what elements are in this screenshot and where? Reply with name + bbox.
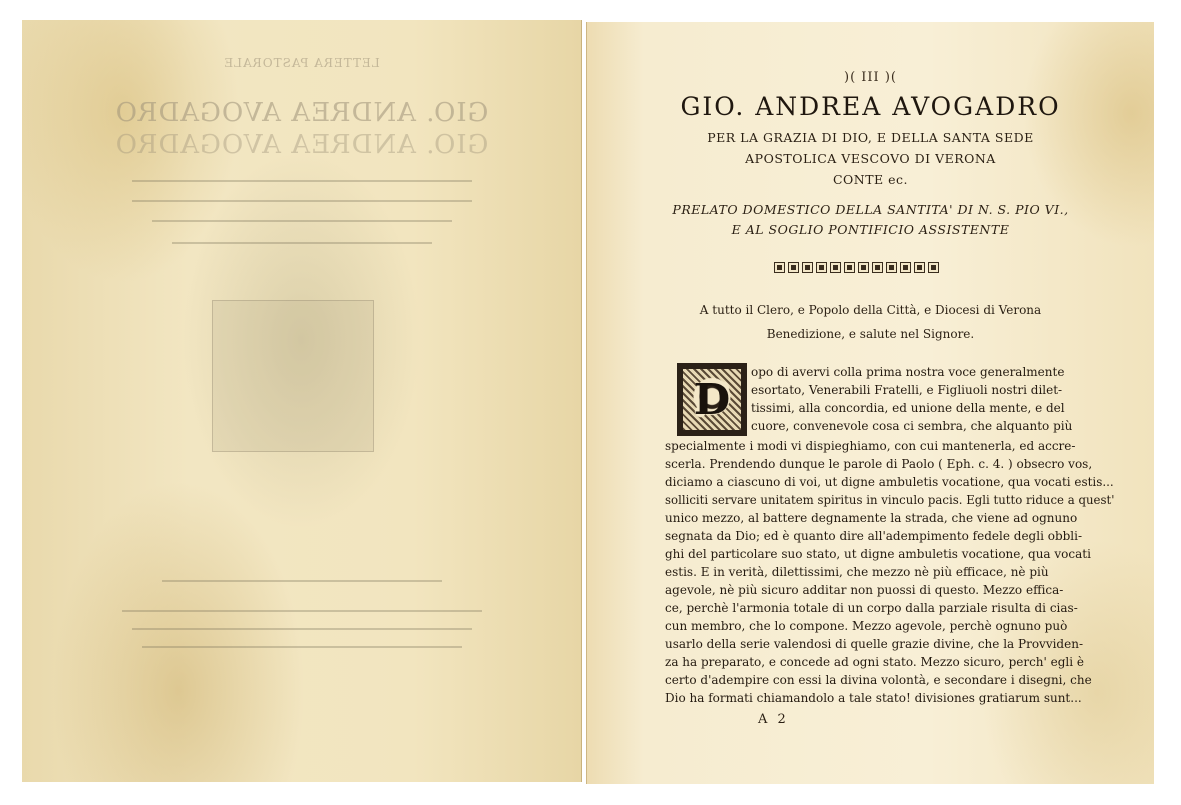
title-line-2: APOSTOLICA VESCOVO DI VERONA xyxy=(745,151,996,166)
bleed-through-line xyxy=(132,628,472,630)
page-number: )( III )( xyxy=(844,70,897,85)
bleed-through-line xyxy=(172,242,432,244)
body-line: tissimi, alla concordia, ed unione della mente, e del xyxy=(751,401,1065,415)
bleed-through-line xyxy=(132,180,472,182)
folio-signature: A 2 xyxy=(758,712,789,727)
bleed-through-line xyxy=(162,580,442,582)
body-line: opo di avervi colla prima nostra voce generalmente xyxy=(751,365,1065,379)
body-line: agevole, nè più sicuro additar non puossi di questo. Mezzo effica- xyxy=(665,583,1064,597)
bleed-through-name: GIO. ANDREA AVOGADRO xyxy=(114,98,489,128)
title-line-3: CONTE ec. xyxy=(832,172,909,187)
body-line: za ha preparato, e concede ad ogni stato. Mezzo sicuro, perch' egli è xyxy=(665,655,1085,669)
bleed-through-name-offset: GIO. ANDREA AVOGADRO xyxy=(114,130,489,160)
bleed-through-woodcut xyxy=(212,300,374,452)
body-line: solliciti servare unitatem spiritus in vinculo pacis. Egli tutto riduce a quest' xyxy=(665,493,1115,507)
prelate-line-1: PRELATO DOMESTICO DELLA SANTITA' DI N. S. PIO VI., xyxy=(672,202,1069,217)
author-name: GIO. ANDREA AVOGADRO xyxy=(680,92,1061,121)
address-line-1: A tutto il Clero, e Popolo della Città, e Diocesi di Verona xyxy=(699,303,1042,317)
body-line: diciamo a ciascuno di voi, ut digne ambuletis vocatione, qua vocati estis... xyxy=(665,475,1114,489)
body-line: cuore, convenevole cosa ci sembra, che alquanto più xyxy=(751,419,1073,433)
body-line: specialmente i modi vi dispieghiamo, con cui mantenerla, ed accre- xyxy=(665,439,1076,453)
prelate-line-2: E AL SOGLIO PONTIFICIO ASSISTENTE xyxy=(731,222,1010,237)
address-line-2: Benedizione, e salute nel Signore. xyxy=(766,327,975,341)
body-line: cun membro, che lo compone. Mezzo agevole, perchè ognuno può xyxy=(665,619,1068,633)
bleed-through-line xyxy=(142,646,462,648)
body-line: scerla. Prendendo dunque le parole di Paolo ( Eph. c. 4. ) obsecro vos, xyxy=(665,457,1093,471)
body-line: certo d'adempire con essi la divina volontà, e secondare i disegni, che xyxy=(665,673,1092,687)
body-line: segnata da Dio; ed è quanto dire all'adempimento fedele degli obbli- xyxy=(665,529,1083,543)
body-line: esortato, Venerabili Fratelli, e Figliuoli nostri dilet- xyxy=(751,383,1063,397)
body-line: estis. E in verità, dilettissimi, che mezzo nè più efficace, nè più xyxy=(665,565,1049,579)
bleed-through-line xyxy=(152,220,452,222)
bleed-through-line xyxy=(132,200,472,202)
left-page xyxy=(22,20,582,782)
bleed-through-heading: LETTERA PASTORALE xyxy=(223,56,380,70)
bleed-through-line xyxy=(122,610,482,612)
decorated-initial xyxy=(677,363,747,436)
ornamental-rule xyxy=(763,262,949,274)
body-line: Dio ha formati chiamandolo a tale stato! divisiones gratiarum sunt... xyxy=(665,691,1082,705)
title-line-1: PER LA GRAZIA DI DIO, E DELLA SANTA SEDE xyxy=(707,130,1034,145)
initial-letter: D xyxy=(683,369,741,430)
body-line: usarlo della serie valendosi di quelle grazie divine, che la Provviden- xyxy=(665,637,1084,651)
right-page xyxy=(586,22,1154,784)
body-line: ghi del particolare suo stato, ut digne ambuletis vocatione, qua vocati xyxy=(665,547,1091,561)
body-line: ce, perchè l'armonia totale di un corpo dalla parziale risulta di cias- xyxy=(665,601,1078,615)
body-line: unico mezzo, al battere degnamente la strada, che viene ad ognuno xyxy=(665,511,1078,525)
